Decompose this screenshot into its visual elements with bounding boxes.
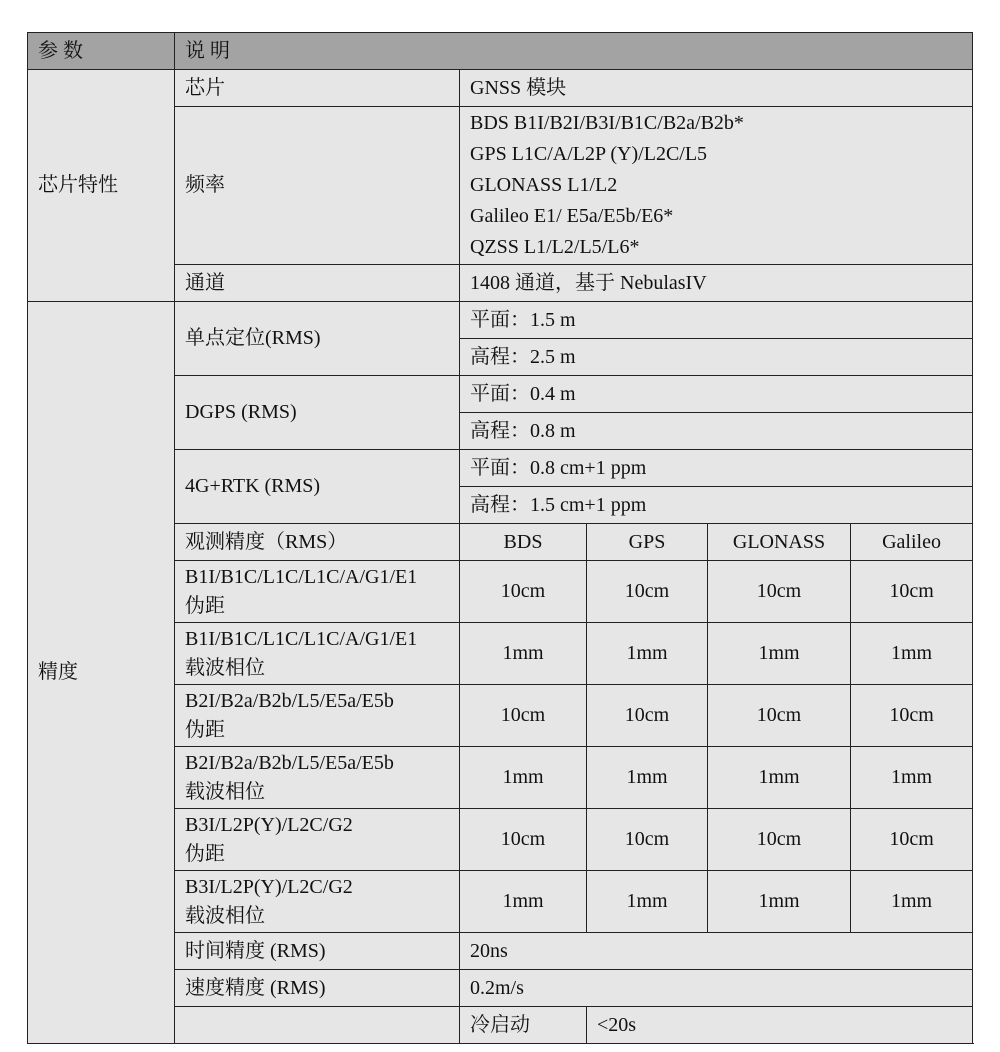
obs-value: 10cm — [460, 685, 587, 747]
system-header-bds: BDS — [460, 524, 587, 561]
freq-value — [460, 107, 973, 265]
obs-signal-label — [175, 685, 460, 747]
system-header-gps: GPS — [587, 524, 708, 561]
obs-value: 1mm — [708, 871, 851, 933]
obs-value: 1mm — [460, 871, 587, 933]
group-startup-label — [175, 1007, 460, 1044]
freq-line: BDS B1I/B2I/B3I/B1C/B2a/B2b* — [470, 112, 744, 134]
rtk-vertical: 高程：1.5 cm+1 ppm — [460, 487, 973, 524]
dgps-horizontal: 平面：0.4 m — [460, 376, 973, 413]
rtk-horizontal: 平面：0.8 cm+1 ppm — [460, 450, 973, 487]
obs-signal-type: 伪距 — [185, 718, 225, 741]
obs-value: 10cm — [587, 685, 708, 747]
obs-signal-type: 伪距 — [185, 842, 225, 865]
obs-value: 10cm — [460, 561, 587, 623]
time-accuracy-label: 时间精度 (RMS) — [175, 933, 460, 970]
obs-value: 10cm — [708, 685, 851, 747]
obs-signal-band: B2I/B2a/B2b/L5/E5a/E5b — [185, 751, 394, 774]
obs-signal-band: B1I/B1C/L1C/L1C/A/G1/E1 — [185, 627, 418, 650]
obs-signal-label — [175, 623, 460, 685]
freq-line: GLONASS L1/L2 — [470, 174, 618, 196]
chip-value: GNSS 模块 — [460, 70, 973, 107]
table-row — [28, 70, 973, 107]
obs-value: 1mm — [851, 623, 973, 685]
obs-signal-type: 载波相位 — [185, 904, 265, 927]
table-row — [28, 302, 973, 339]
freq-line: GPS L1C/A/L2P (Y)/L2C/L5 — [470, 143, 708, 165]
time-accuracy-value: 20ns — [460, 933, 973, 970]
system-header-glonass: GLONASS — [708, 524, 851, 561]
dgps-label: DGPS (RMS) — [175, 376, 460, 450]
obs-value: 10cm — [587, 809, 708, 871]
cold-start-label: 冷启动 — [460, 1007, 587, 1044]
obs-signal-type: 伪距 — [185, 594, 225, 617]
obs-signal-label — [175, 747, 460, 809]
obs-value: 10cm — [708, 809, 851, 871]
obs-value: 1mm — [460, 623, 587, 685]
obs-signal-band: B3I/L2P(Y)/L2C/G2 — [185, 813, 353, 836]
freq-label: 频率 — [175, 107, 460, 265]
obs-value: 1mm — [587, 871, 708, 933]
table-header-row — [28, 33, 973, 70]
freq-line: Galileo E1/ E5a/E5b/E6* — [470, 205, 674, 227]
obs-value: 1mm — [587, 623, 708, 685]
obs-signal-label — [175, 871, 460, 933]
obs-signal-label — [175, 561, 460, 623]
channel-value: 1408 通道，基于 NebulasIV — [460, 265, 973, 302]
cold-start-value: <20s — [587, 1007, 973, 1044]
param-header: 参 数 — [28, 33, 175, 70]
dgps-vertical: 高程：0.8 m — [460, 413, 973, 450]
obs-label: 观测精度（RMS） — [175, 524, 460, 561]
obs-value: 10cm — [851, 809, 973, 871]
obs-value: 10cm — [851, 685, 973, 747]
obs-signal-band: B3I/L2P(Y)/L2C/G2 — [185, 875, 353, 898]
chip-label: 芯片 — [175, 70, 460, 107]
system-header-galileo: Galileo — [851, 524, 973, 561]
obs-value: 10cm — [851, 561, 973, 623]
group-chip-label: 芯片特性 — [28, 70, 175, 302]
spp-horizontal: 平面：1.5 m — [460, 302, 973, 339]
spp-label: 单点定位(RMS) — [175, 302, 460, 376]
obs-value: 1mm — [851, 747, 973, 809]
speed-accuracy-value: 0.2m/s — [460, 970, 973, 1007]
obs-value: 1mm — [587, 747, 708, 809]
obs-signal-band: B1I/B1C/L1C/L1C/A/G1/E1 — [185, 565, 418, 588]
desc-header: 说 明 — [175, 33, 973, 70]
obs-signal-type: 载波相位 — [185, 656, 265, 679]
freq-line: QZSS L1/L2/L5/L6* — [470, 236, 640, 258]
obs-signal-label — [175, 809, 460, 871]
group-accuracy-label: 精度 — [28, 302, 175, 1044]
speed-accuracy-label: 速度精度 (RMS) — [175, 970, 460, 1007]
spec-table — [27, 32, 973, 1044]
obs-value: 1mm — [708, 623, 851, 685]
obs-signal-type: 载波相位 — [185, 780, 265, 803]
obs-value: 10cm — [587, 561, 708, 623]
spp-vertical: 高程：2.5 m — [460, 339, 973, 376]
obs-value: 1mm — [851, 871, 973, 933]
obs-signal-band: B2I/B2a/B2b/L5/E5a/E5b — [185, 689, 394, 712]
obs-value: 10cm — [460, 809, 587, 871]
obs-value: 10cm — [708, 561, 851, 623]
obs-value: 1mm — [708, 747, 851, 809]
channel-label: 通道 — [175, 265, 460, 302]
rtk-label: 4G+RTK (RMS) — [175, 450, 460, 524]
obs-value: 1mm — [460, 747, 587, 809]
